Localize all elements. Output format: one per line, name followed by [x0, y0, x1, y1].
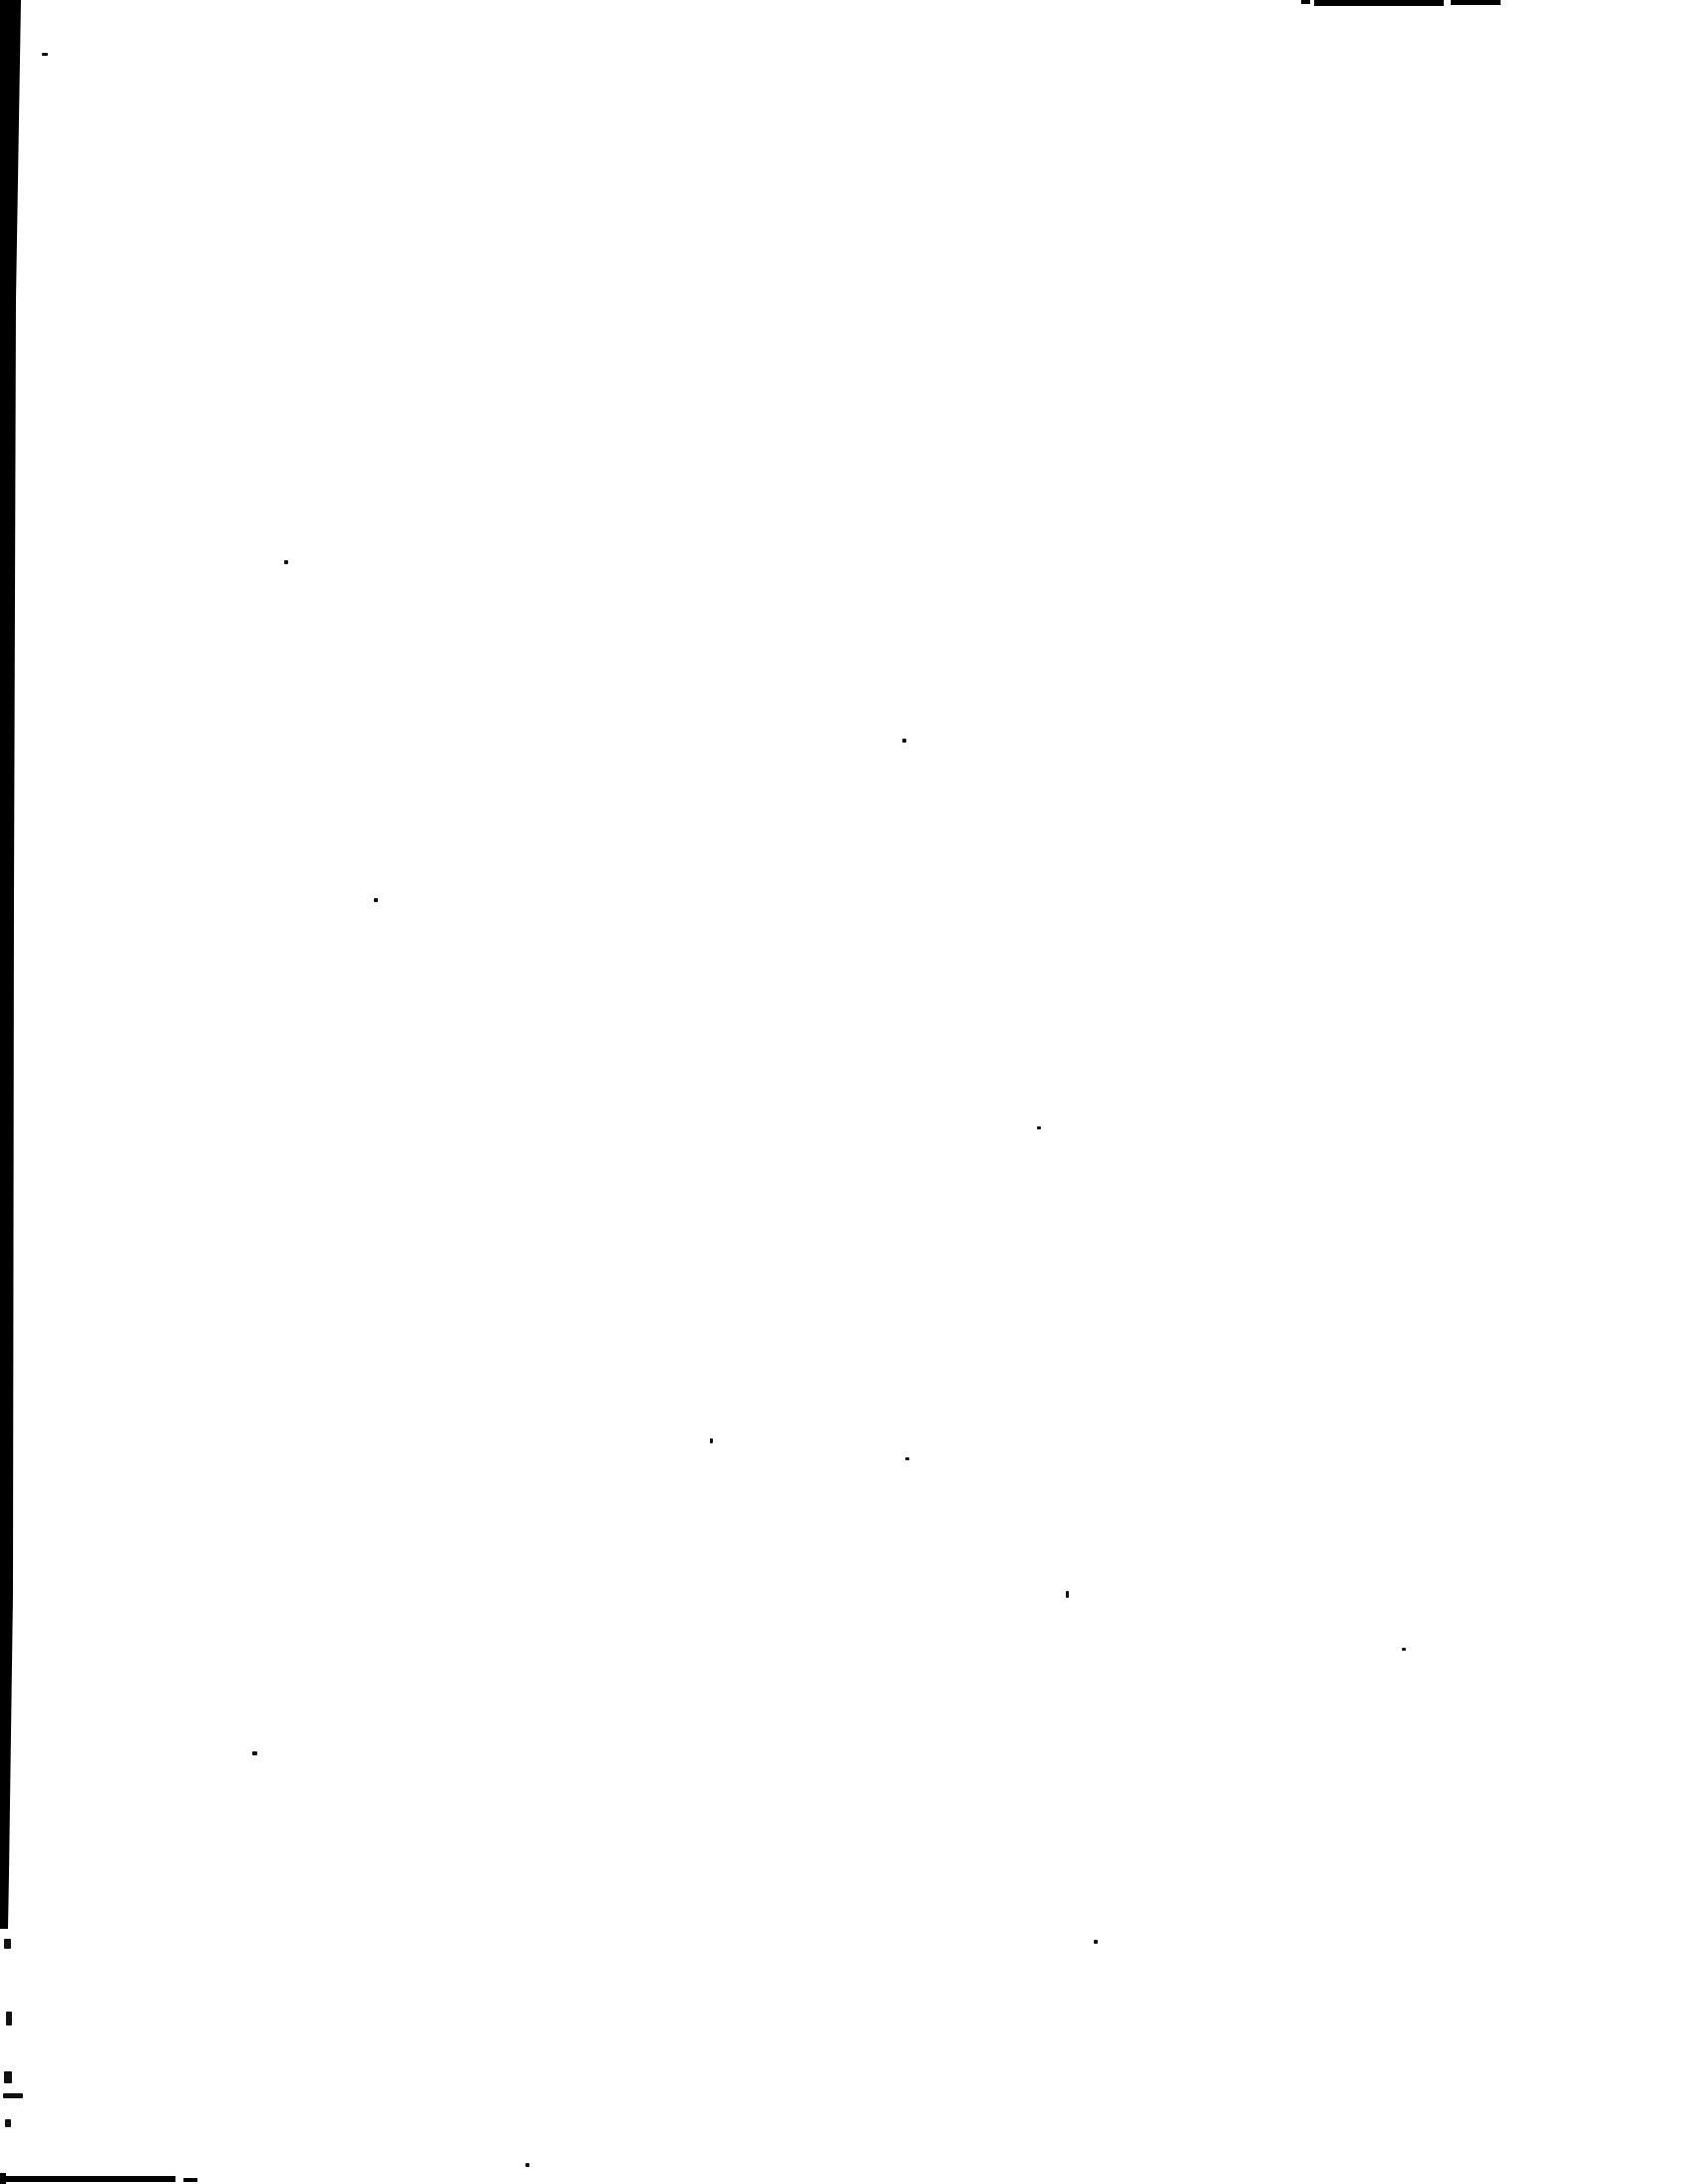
scan-speck: [525, 2163, 529, 2167]
scan-speck: [902, 739, 906, 743]
scan-artifact-bottom-bar: [0, 2173, 6, 2184]
scan-speck: [1402, 1648, 1406, 1651]
scan-artifact-top-right-bar: [1314, 0, 1444, 6]
scan-speck: [1037, 1126, 1041, 1129]
scan-speck: [1066, 1591, 1069, 1598]
scan-speck: [5, 2119, 11, 2127]
scan-speck: [42, 53, 48, 56]
scan-artifact-bottom-bar: [183, 2178, 197, 2182]
scan-artifact-top-right-bar: [1301, 0, 1310, 4]
scan-speck: [905, 1457, 909, 1460]
scan-speck: [252, 1751, 257, 1755]
scan-speck: [374, 898, 378, 902]
scan-artifact-top-right-bar: [1451, 0, 1501, 5]
scan-speck: [710, 1438, 713, 1443]
scan-speck: [6, 2012, 12, 2026]
scan-speck: [4, 2071, 12, 2083]
scan-speck: [3, 2093, 23, 2098]
scan-speck: [1094, 1940, 1098, 1944]
scan-artifact-bottom-bar: [4, 2176, 175, 2182]
scan-speck: [4, 1939, 11, 1949]
scan-speck: [284, 560, 288, 564]
scan-artifact-left-edge: [0, 0, 21, 1929]
